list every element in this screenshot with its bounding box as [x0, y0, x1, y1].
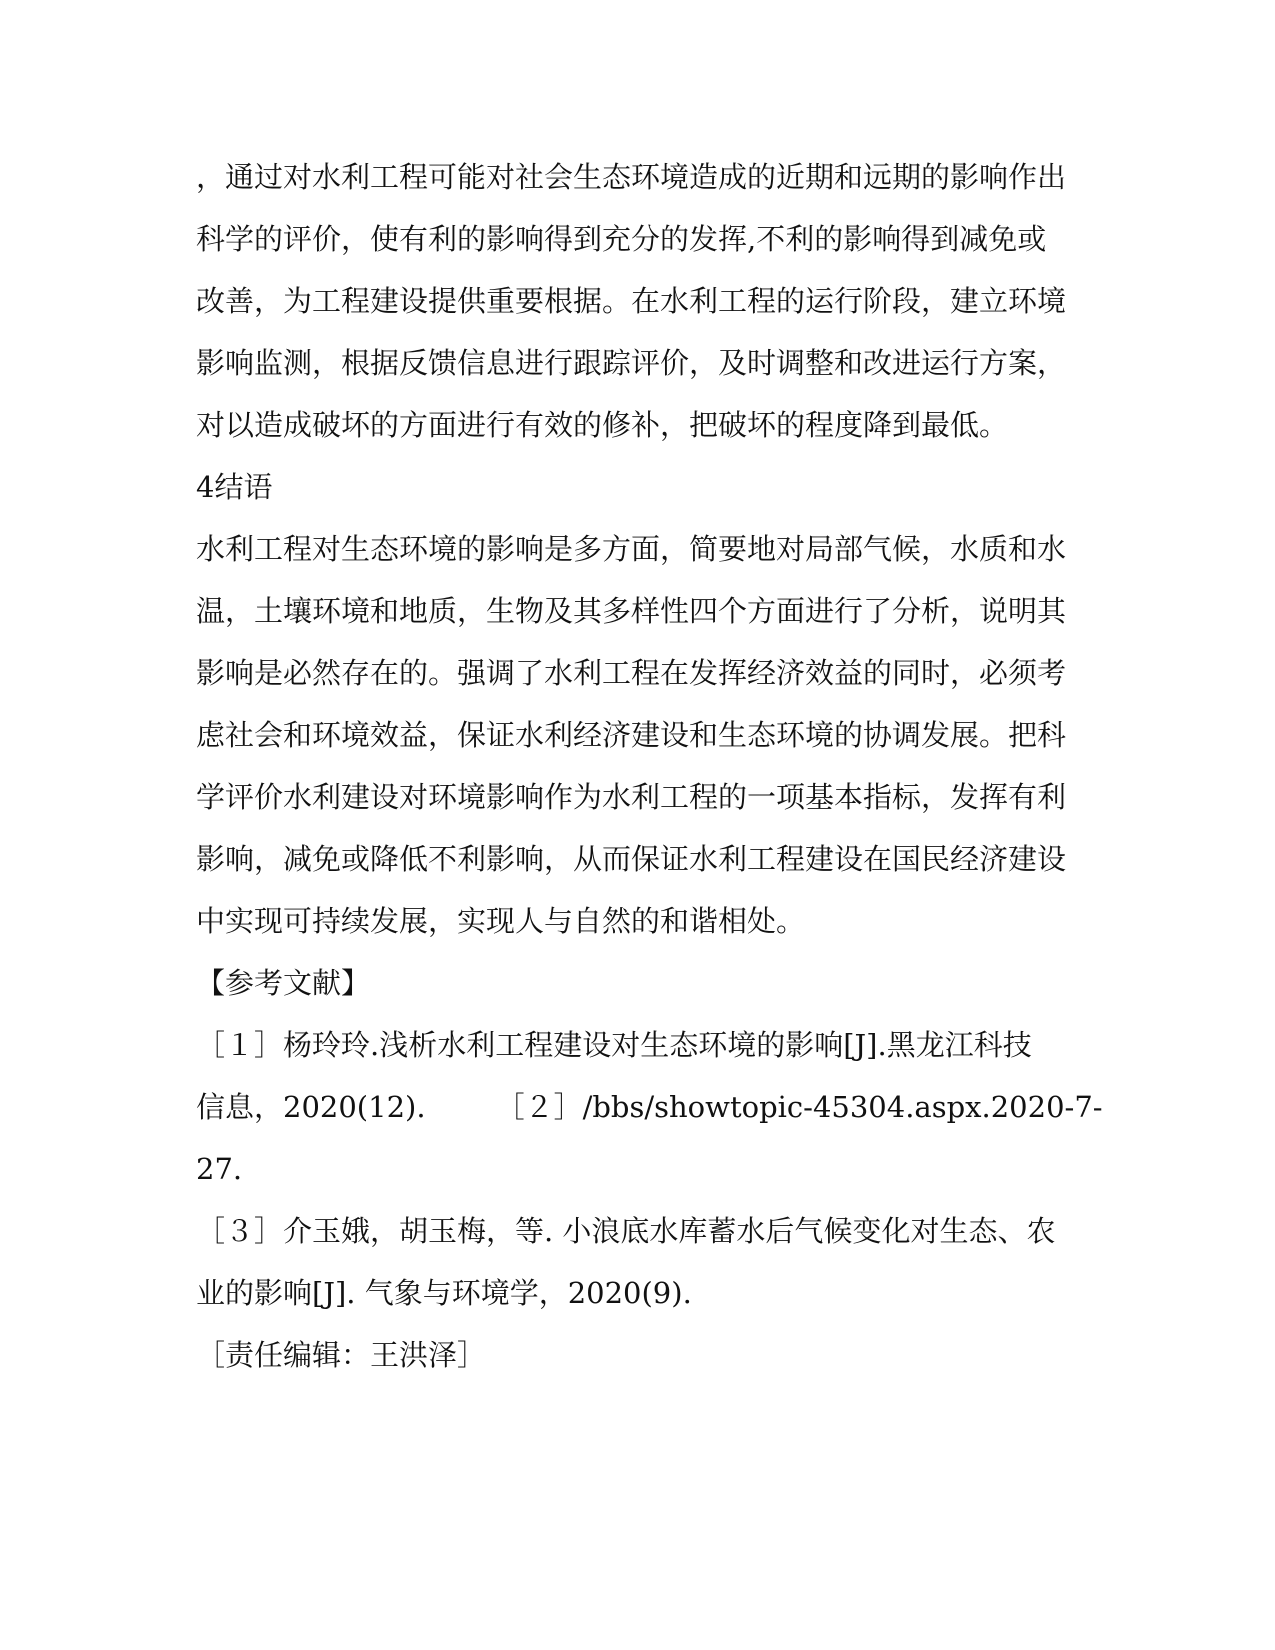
reference-1-line: ［１］杨玲玲.浅析水利工程建设对生态环境的影响[J].黑龙江科技	[196, 1028, 1032, 1062]
paragraph-line: 对以造成破坏的方面进行有效的修补，把破坏的程度降到最低。	[196, 408, 1009, 442]
reference-line	[196, 1089, 1103, 1125]
references-heading: 【参考文献】	[196, 966, 371, 1000]
paragraph-line: 改善，为工程建设提供重要根据。在水利工程的运行阶段，建立环境	[196, 284, 1067, 318]
paragraph-line: ，通过对水利工程可能对社会生态环境造成的近期和远期的影响作出	[196, 160, 1067, 194]
reference-1-line: 信息，2020(12).	[196, 1090, 426, 1124]
paragraph-line: 影响监测，根据反馈信息进行跟踪评价，及时调整和改进运行方案，	[196, 346, 1067, 380]
section-heading-conclusion: 4结语	[196, 470, 273, 504]
paragraph-line: 温，土壤环境和地质，生物及其多样性四个方面进行了分析，说明其	[196, 594, 1067, 628]
reference-3-line: ［３］介玉娥，胡玉梅，等. 小浪底水库蓄水后气候变化对生态、农	[196, 1214, 1056, 1248]
reference-2-line: ［２］/bbs/showtopic-45304.aspx.2020-7-	[495, 1090, 1103, 1124]
editor-note: ［责任编辑：王洪泽］	[196, 1338, 487, 1372]
paragraph-line: 水利工程对生态环境的影响是多方面，简要地对局部气候，水质和水	[196, 532, 1067, 566]
reference-3-line: 业的影响[J]. 气象与环境学，2020(9).	[196, 1276, 692, 1310]
paragraph-line: 虑社会和环境效益，保证水利经济建设和生态环境的协调发展。把科	[196, 718, 1067, 752]
paragraph-line: 中实现可持续发展，实现人与自然的和谐相处。	[196, 904, 806, 938]
paragraph-line: 科学的评价，使有利的影响得到充分的发挥,不利的影响得到减免或	[196, 222, 1047, 256]
paragraph-line: 影响，减免或降低不利影响，从而保证水利工程建设在国民经济建设	[196, 842, 1067, 876]
paragraph-line: 学评价水利建设对环境影响作为水利工程的一项基本指标，发挥有利	[196, 780, 1067, 814]
paragraph-line: 影响是必然存在的。强调了水利工程在发挥经济效益的同时，必须考	[196, 656, 1067, 690]
reference-2-line: 27.	[196, 1152, 243, 1186]
